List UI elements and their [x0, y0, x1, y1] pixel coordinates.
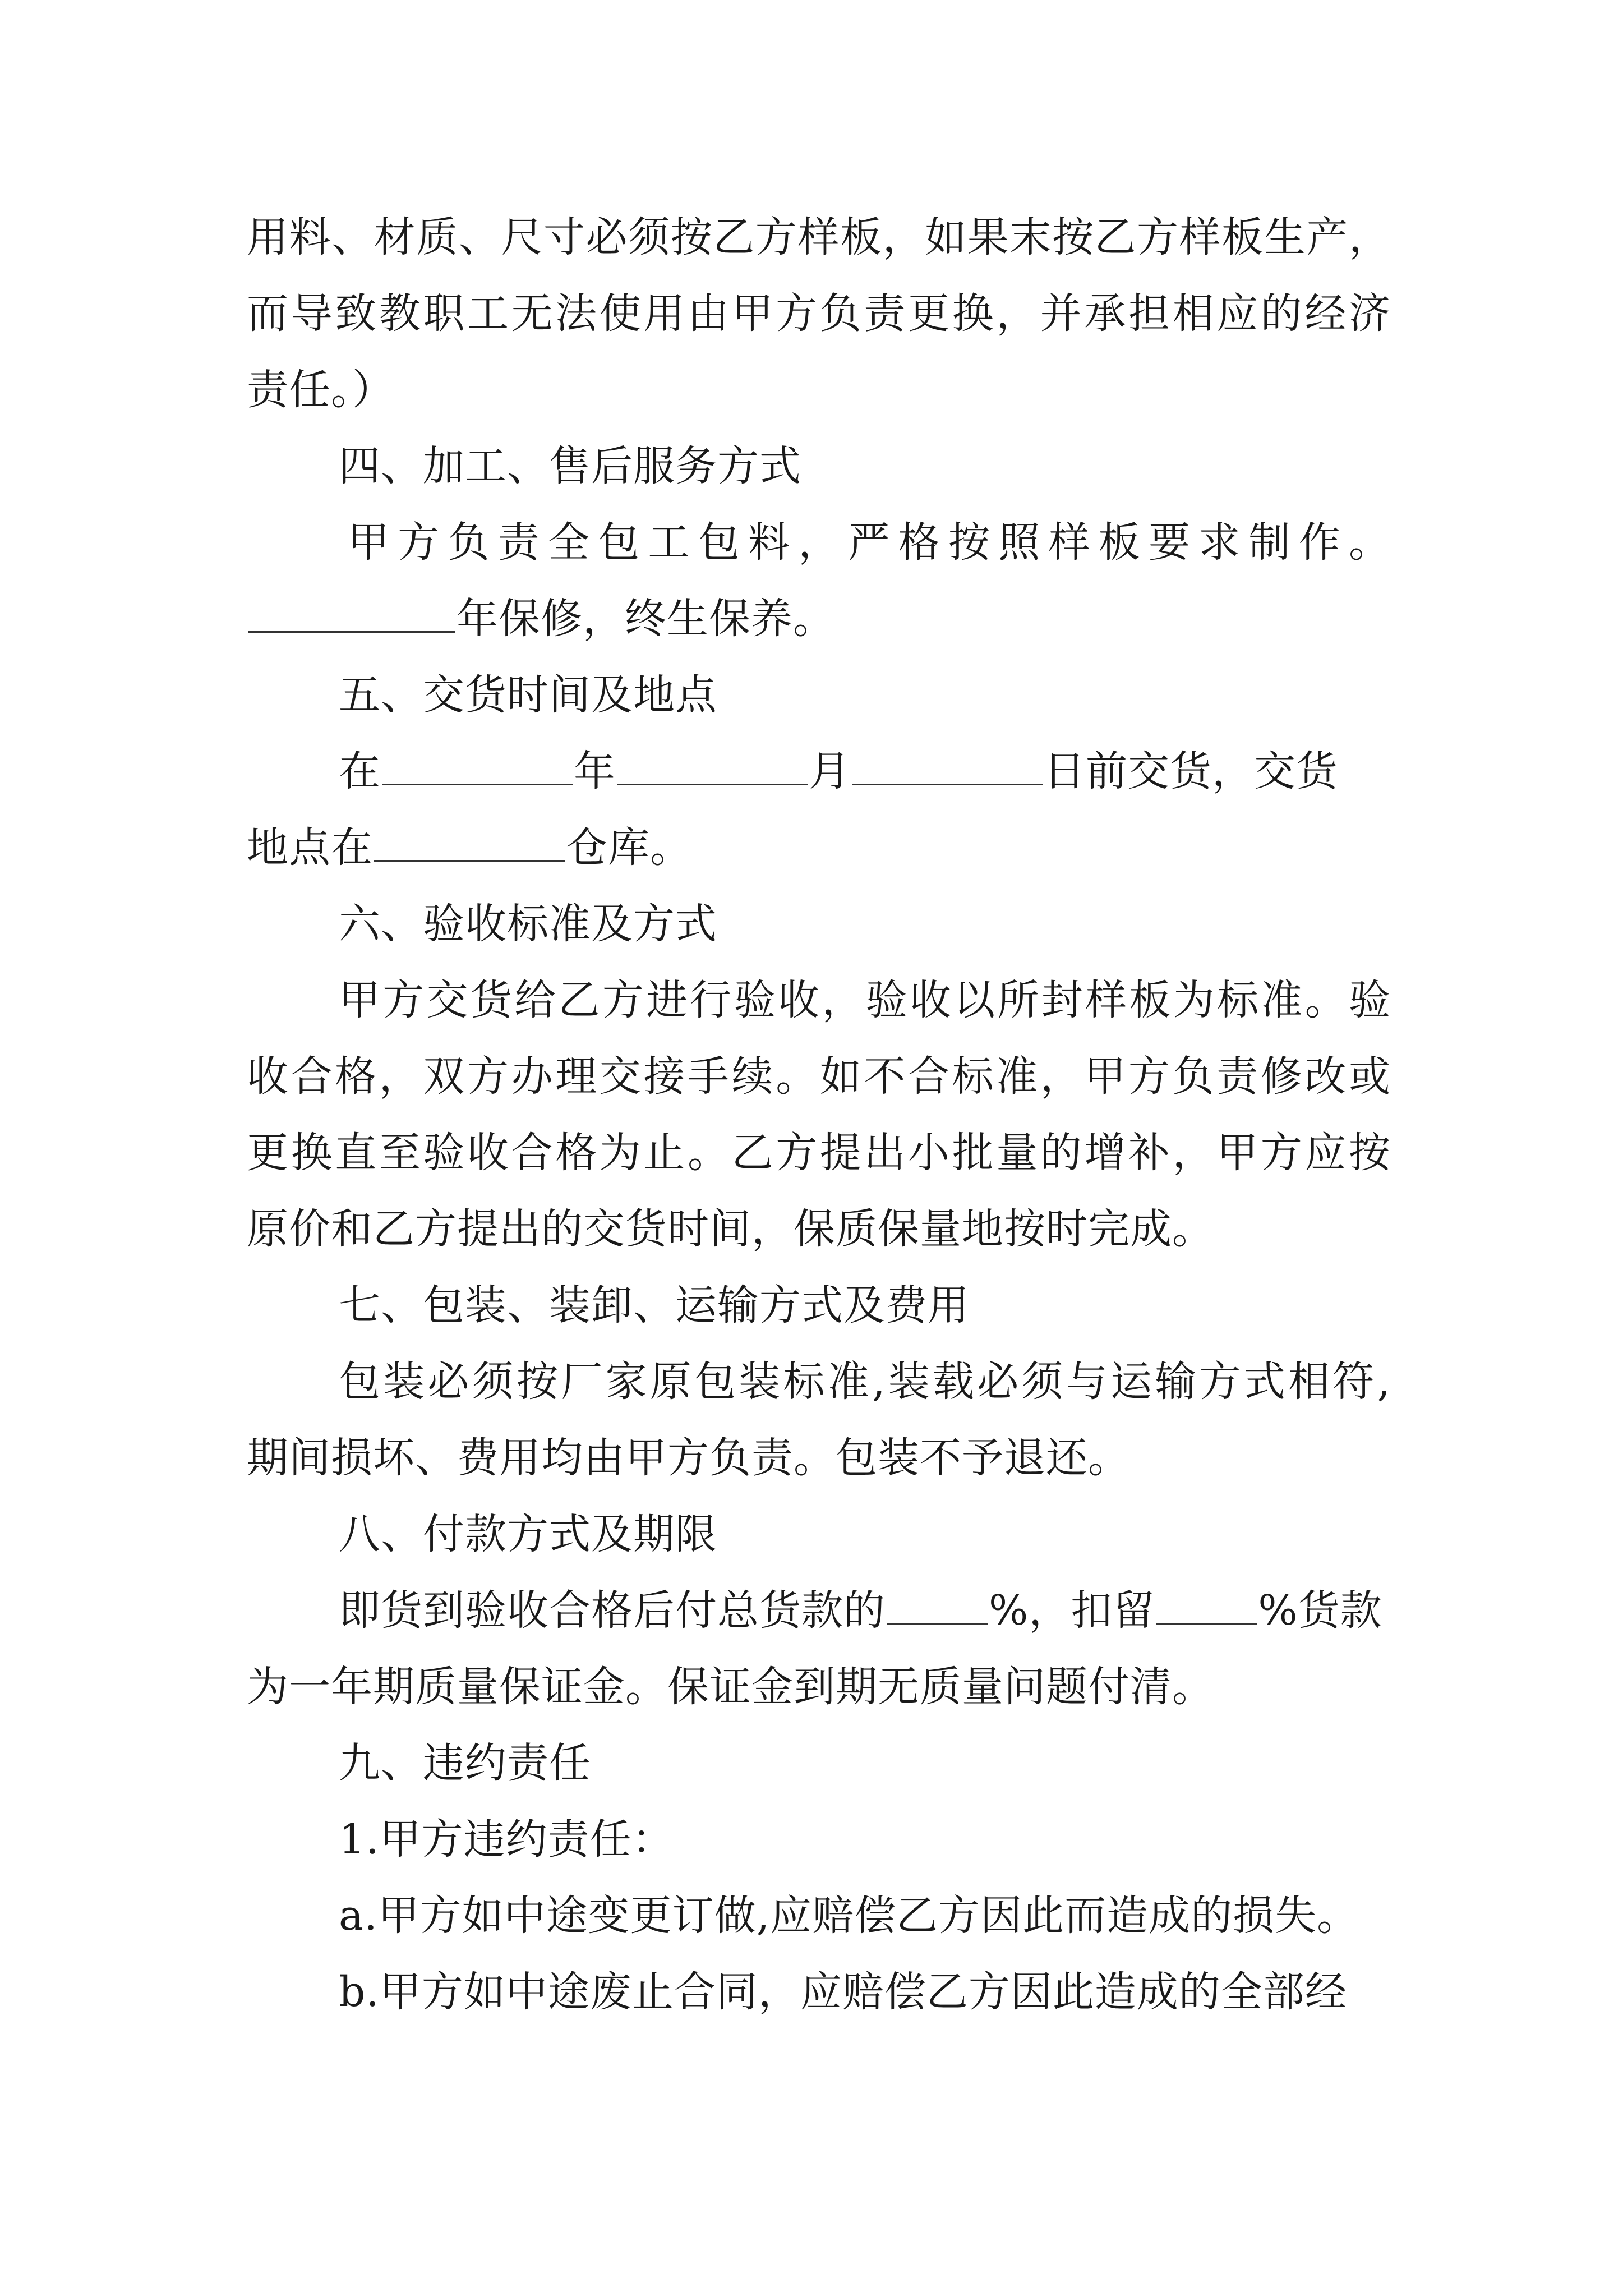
paragraph-line: 甲方交货给乙方进行验收，验收以所封样板为标准。验: [339, 976, 1391, 1024]
text-segment: %货款: [1258, 1586, 1382, 1635]
list-item: 1.甲方违约责任：: [339, 1815, 674, 1864]
paragraph-line: 用料、材质、尺寸必须按乙方样板，如果末按乙方样板生产，: [247, 213, 1391, 261]
text-segment: 年: [574, 747, 616, 795]
blank-field[interactable]: [374, 821, 565, 862]
text-segment: 月: [809, 747, 851, 795]
paragraph-line: [247, 1572, 1391, 1649]
blank-field[interactable]: [248, 592, 455, 633]
section-heading-5: 五、交货时间及地点: [339, 671, 717, 719]
paragraph-line: [247, 581, 1391, 657]
contract-text: [247, 199, 1391, 2030]
paragraph-line: 责任。）: [247, 366, 394, 414]
text-segment: 年保修，终生保养。: [457, 595, 835, 643]
list-item: b.甲方如中途废止合同，应赔偿乙方因此造成的全部经: [339, 1968, 1347, 2016]
paragraph-line: 期间损坏、费用均由甲方负责。包装不予退还。: [247, 1434, 1130, 1482]
section-heading-9: 九、违约责任: [339, 1739, 591, 1787]
list-item: a.甲方如中途变更订做,应赔偿乙方因此而造成的损失。: [339, 1892, 1359, 1940]
text-segment: 即货到验收合格后付总货款的: [339, 1586, 886, 1635]
paragraph-line: 甲方负责全包工包料，严格按照样板要求制作。: [348, 518, 1391, 567]
paragraph-line: 更换直至验收合格为止。乙方提出小批量的增补，甲方应按: [247, 1129, 1391, 1177]
text-segment: 地点在: [247, 823, 373, 872]
text-segment: 仓库。: [566, 823, 692, 872]
text-segment: 在: [339, 747, 381, 795]
blank-field[interactable]: [852, 744, 1043, 785]
section-heading-8: 八、付款方式及期限: [339, 1510, 717, 1558]
paragraph-line: 为一年期质量保证金。保证金到期无质量问题付清。: [247, 1663, 1214, 1711]
paragraph-line: 原价和乙方提出的交货时间，保质保量地按时完成。: [247, 1205, 1214, 1253]
paragraph-line: 包装必须按厂家原包装标准,装载必须与运输方式相符,: [339, 1358, 1391, 1406]
section-heading-6: 六、验收标准及方式: [339, 900, 717, 948]
paragraph-line: [247, 809, 1391, 886]
paragraph-line: [247, 733, 1391, 809]
text-segment: 日前交货，交货: [1044, 747, 1338, 795]
blank-field[interactable]: [1156, 1584, 1257, 1625]
paragraph-line: 收合格，双方办理交接手续。如不合标准，甲方负责修改或: [247, 1052, 1391, 1101]
text-segment: %，扣留: [989, 1586, 1155, 1635]
blank-field[interactable]: [887, 1584, 988, 1625]
paragraph-line: 而导致教职工无法使用由甲方负责更换，并承担相应的经济: [247, 289, 1391, 338]
blank-field[interactable]: [617, 744, 808, 785]
section-heading-7: 七、包装、装卸、运输方式及费用: [339, 1281, 970, 1329]
section-heading-4: 四、加工、售后服务方式: [339, 442, 801, 490]
blank-field[interactable]: [382, 744, 573, 785]
